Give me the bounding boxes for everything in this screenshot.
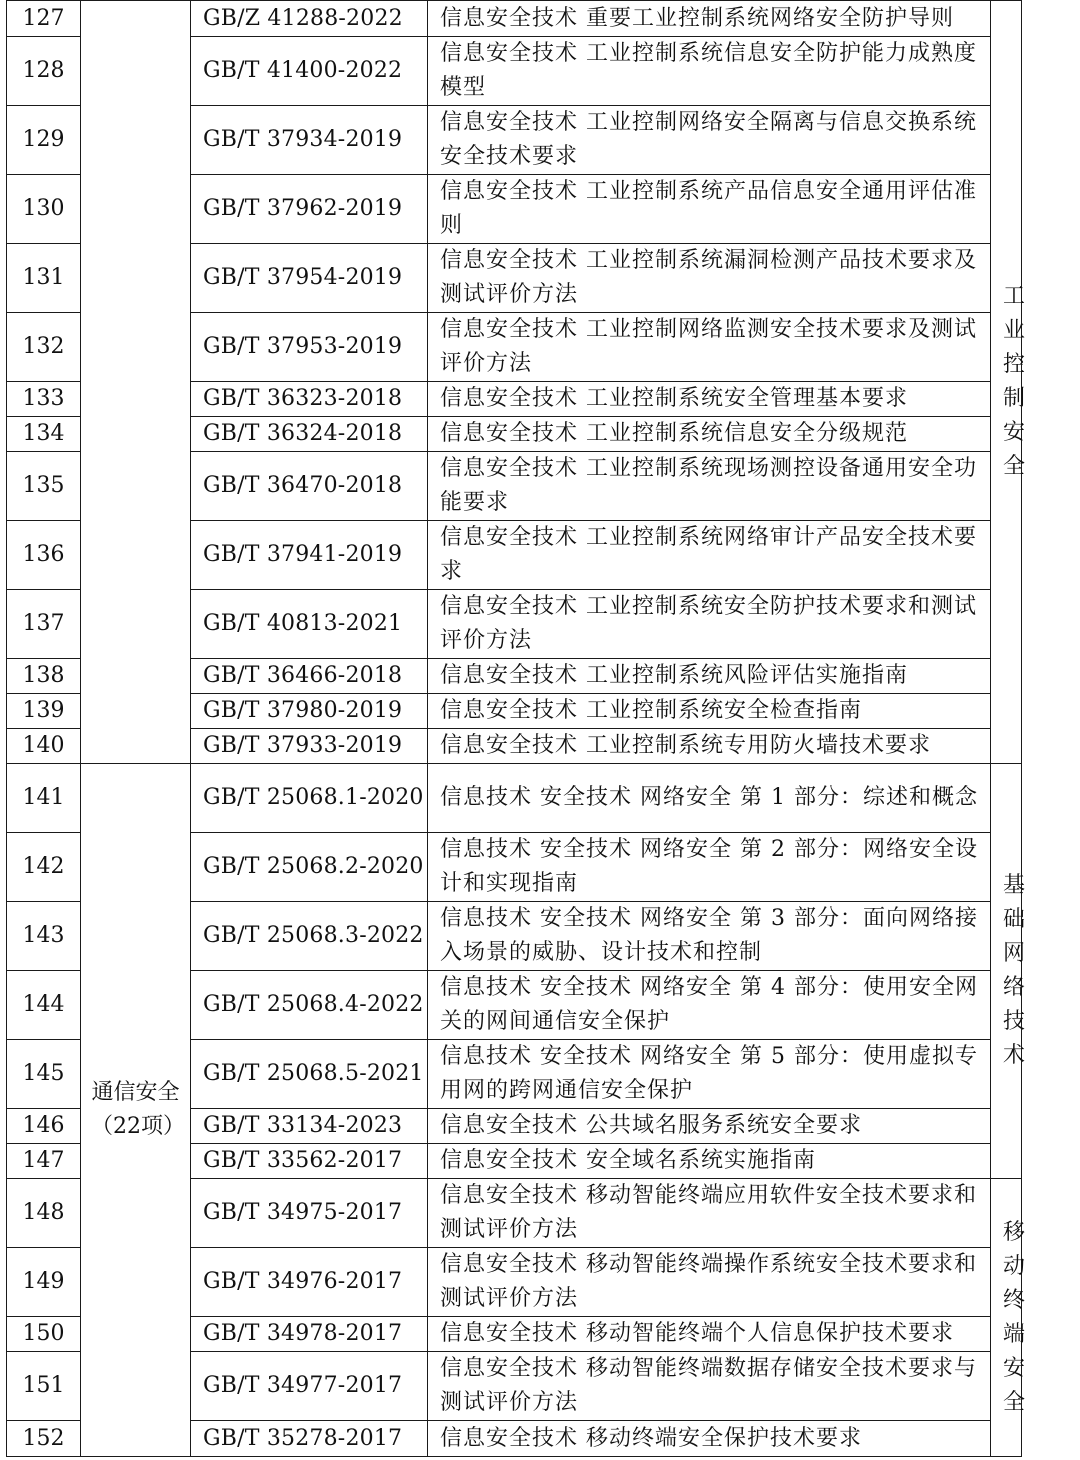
- standard-code: GB/T 37980-2019: [191, 694, 428, 729]
- row-number: 131: [7, 244, 81, 313]
- table-row: [7, 764, 1022, 833]
- standard-title: 信息安全技术 移动终端安全保护技术要求: [428, 1421, 991, 1457]
- standard-code: GB/T 33562-2017: [191, 1144, 428, 1179]
- standard-title: 信息安全技术 工业控制系统风险评估实施指南: [428, 659, 991, 694]
- standard-title: 信息安全技术 安全域名系统实施指南: [428, 1144, 991, 1179]
- standard-title: 信息安全技术 移动智能终端数据存储安全技术要求与测试评价方法: [428, 1352, 991, 1421]
- standard-code: GB/T 37954-2019: [191, 244, 428, 313]
- row-number: 151: [7, 1352, 81, 1421]
- standard-code: GB/T 25068.1-2020: [191, 764, 428, 833]
- row-number: 140: [7, 729, 81, 764]
- subcategory-mobile-terminal: 移动终端安全: [991, 1179, 1022, 1457]
- standard-code: GB/T 25068.4-2022: [191, 971, 428, 1040]
- standard-code: GB/T 41400-2022: [191, 37, 428, 106]
- standard-title: 信息安全技术 公共域名服务系统安全要求: [428, 1109, 991, 1144]
- standard-code: GB/T 36324-2018: [191, 417, 428, 452]
- standard-code: GB/T 35278-2017: [191, 1421, 428, 1457]
- row-number: 128: [7, 37, 81, 106]
- row-number: 144: [7, 971, 81, 1040]
- standard-title: 信息安全技术 工业控制系统安全管理基本要求: [428, 382, 991, 417]
- standard-title: 信息安全技术 工业控制系统安全检查指南: [428, 694, 991, 729]
- row-number: 132: [7, 313, 81, 382]
- standard-title: 信息安全技术 重要工业控制系统网络安全防护导则: [428, 1, 991, 37]
- row-number: 142: [7, 833, 81, 902]
- row-number: 138: [7, 659, 81, 694]
- standard-title: 信息技术 安全技术 网络安全 第 3 部分：面向网络接入场景的威胁、设计技术和控制: [428, 902, 991, 971]
- standard-code: GB/T 37941-2019: [191, 521, 428, 590]
- standard-code: GB/T 25068.3-2022: [191, 902, 428, 971]
- standard-code: GB/T 36470-2018: [191, 452, 428, 521]
- row-number: 146: [7, 1109, 81, 1144]
- standard-code: GB/T 37934-2019: [191, 106, 428, 175]
- row-number: 145: [7, 1040, 81, 1109]
- standard-title: 信息安全技术 移动智能终端应用软件安全技术要求和测试评价方法: [428, 1179, 991, 1248]
- standard-title: 信息安全技术 工业控制系统专用防火墙技术要求: [428, 729, 991, 764]
- standards-table: [6, 0, 1026, 1457]
- standard-title: 信息安全技术 移动智能终端个人信息保护技术要求: [428, 1317, 991, 1352]
- row-number: 137: [7, 590, 81, 659]
- standard-code: GB/T 36323-2018: [191, 382, 428, 417]
- standard-code: GB/T 37933-2019: [191, 729, 428, 764]
- standard-title: 信息安全技术 工业控制系统产品信息安全通用评估准则: [428, 175, 991, 244]
- row-number: 130: [7, 175, 81, 244]
- standard-code: GB/T 33134-2023: [191, 1109, 428, 1144]
- standard-title: 信息安全技术 工业控制系统漏洞检测产品技术要求及测试评价方法: [428, 244, 991, 313]
- row-number: 149: [7, 1248, 81, 1317]
- standard-code: GB/T 34977-2017: [191, 1352, 428, 1421]
- row-number: 152: [7, 1421, 81, 1457]
- row-number: 150: [7, 1317, 81, 1352]
- standard-code: GB/T 40813-2021: [191, 590, 428, 659]
- standard-code: GB/T 25068.5-2021: [191, 1040, 428, 1109]
- category-comm-security: 通信安全（22项）: [81, 764, 191, 1457]
- subcategory-ics: 工业控制安全: [991, 1, 1022, 764]
- standard-code: GB/T 25068.2-2020: [191, 833, 428, 902]
- standard-title: 信息安全技术 工业控制网络监测安全技术要求及测试评价方法: [428, 313, 991, 382]
- row-number: 127: [7, 1, 81, 37]
- standard-code: GB/T 34978-2017: [191, 1317, 428, 1352]
- standard-title: 信息安全技术 工业控制系统网络审计产品安全技术要求: [428, 521, 991, 590]
- row-number: 139: [7, 694, 81, 729]
- category-cell: [81, 1, 191, 764]
- row-number: 148: [7, 1179, 81, 1248]
- standard-code: GB/Z 41288-2022: [191, 1, 428, 37]
- standard-title: 信息安全技术 工业控制系统信息安全防护能力成熟度模型: [428, 37, 991, 106]
- standard-title: 信息技术 安全技术 网络安全 第 2 部分：网络安全设计和实现指南: [428, 833, 991, 902]
- row-number: 143: [7, 902, 81, 971]
- standard-title: 信息安全技术 工业控制系统安全防护技术要求和测试评价方法: [428, 590, 991, 659]
- row-number: 129: [7, 106, 81, 175]
- standard-title: 信息安全技术 工业控制网络安全隔离与信息交换系统安全技术要求: [428, 106, 991, 175]
- standard-code: GB/T 37962-2019: [191, 175, 428, 244]
- standard-title: 信息技术 安全技术 网络安全 第 5 部分：使用虚拟专用网的跨网通信安全保护: [428, 1040, 991, 1109]
- standard-code: GB/T 34975-2017: [191, 1179, 428, 1248]
- row-number: 135: [7, 452, 81, 521]
- standard-title: 信息安全技术 工业控制系统现场测控设备通用安全功能要求: [428, 452, 991, 521]
- standard-code: GB/T 37953-2019: [191, 313, 428, 382]
- row-number: 136: [7, 521, 81, 590]
- standard-code: GB/T 34976-2017: [191, 1248, 428, 1317]
- row-number: 133: [7, 382, 81, 417]
- subcategory-basic-network: 基础网络技术: [991, 764, 1022, 1179]
- standard-title: 信息技术 安全技术 网络安全 第 4 部分：使用安全网关的网间通信安全保护: [428, 971, 991, 1040]
- standard-title: 信息安全技术 工业控制系统信息安全分级规范: [428, 417, 991, 452]
- table-row: [7, 1, 1022, 37]
- row-number: 141: [7, 764, 81, 833]
- standard-title: 信息安全技术 移动智能终端操作系统安全技术要求和测试评价方法: [428, 1248, 991, 1317]
- standard-title: 信息技术 安全技术 网络安全 第 1 部分：综述和概念: [428, 764, 991, 833]
- row-number: 134: [7, 417, 81, 452]
- row-number: 147: [7, 1144, 81, 1179]
- standard-code: GB/T 36466-2018: [191, 659, 428, 694]
